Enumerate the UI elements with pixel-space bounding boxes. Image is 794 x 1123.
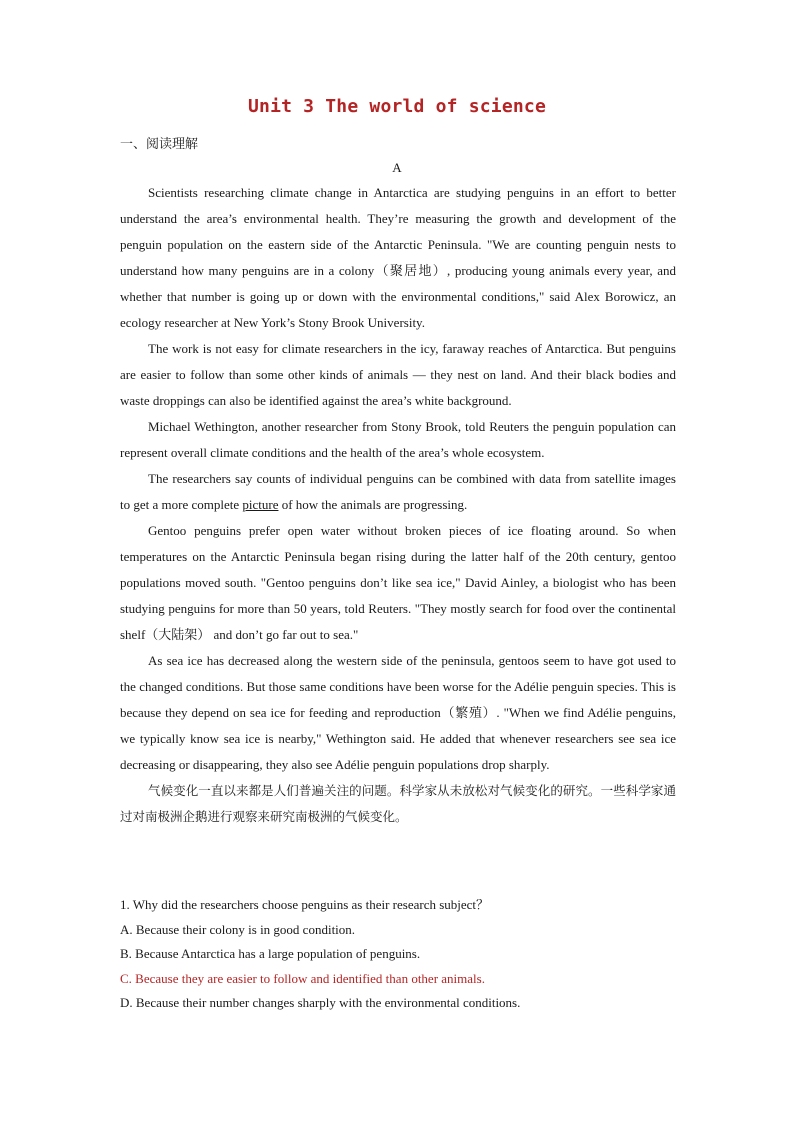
underlined-word-picture: picture <box>242 497 279 512</box>
paragraph-chinese-summary: 气候变化一直以来都是人们普遍关注的问题。科学家从未放松对气候变化的研究。一些科学家通过对南极洲企鹅进行观察来研究南极洲的气候变化。 <box>120 783 676 824</box>
option-d: D. Because their number changes sharply with the environmental conditions. <box>120 995 521 1010</box>
paragraph-4 <box>120 466 676 518</box>
paragraph-3: Michael Wethington, another researcher from Stony Brook, told Reuters the penguin population can represent overall climate conditions and the health of the area’s whole ecosystem. <box>120 419 676 460</box>
paragraph-5: Gentoo penguins prefer open water without broken pieces of ice floating around. So when temperatures on the Antarctic Peninsula began rising during the latter half of the 20th century, gentoo populations moved south. "Gentoo penguins don’t like sea ice," David Ainley, a biologist who has been studying penguins for more than 50 years, told Reuters. "They mostly search for food over the continental shelf（大陆架） and don’t go far out to sea." <box>120 523 676 642</box>
paragraph-4-text-after: of how the animals are progressing. <box>278 497 468 512</box>
question-1 <box>120 893 680 1016</box>
option-a: A. Because their colony is in good condition. <box>120 921 356 937</box>
passage-label: A <box>392 160 402 175</box>
paragraph-2: The work is not easy for climate researchers in the icy, faraway reaches of Antarctica. But penguins are easier to follow than some other kinds of animals — they nest on land. And their black bodies and waste droppings can also be identified against the area’s white background. <box>120 341 676 408</box>
passage-body <box>120 180 676 830</box>
paragraph-6: As sea ice has decreased along the western side of the peninsula, gentoos seem to have got used to the changed conditions. But those same conditions have been worse for the Adélie penguin species. This is because they depend on sea ice for feeding and reproduction（繁殖）. "When we find Adélie penguins, we typically know sea ice is nearby," Wethington said. He added that whenever researchers see sea ice decreasing or disappearing, they also see Adélie penguin populations drop sharply. <box>120 653 676 772</box>
paragraph-4-text-before: The researchers say counts of individual penguins can be combined with data from satellite images to get a more complete <box>120 471 676 512</box>
option-c-correct: C. Because they are easier to follow and identified than other animals. <box>120 970 485 986</box>
question-stem: 1. Why did the researchers choose penguins as their research subject？ <box>120 897 490 912</box>
section-heading: 一、阅读理解 <box>120 137 199 152</box>
page-title: Unit 3 The world of science <box>248 96 546 117</box>
option-b: B. Because Antarctica has a large population of penguins. <box>120 946 421 961</box>
paragraph-1: Scientists researching climate change in Antarctica are studying penguins in an effort to better understand the area’s environmental health. They’re measuring the growth and development of the penguin population on the eastern side of the Antarctic Peninsula. "We are counting penguin nests to understand how many penguins are in a colony（聚居地）, producing young animals every year, and whether that number is going up or down with the environmental conditions," said Alex Borowicz, an ecology researcher at New York’s Stony Brook University. <box>120 185 676 330</box>
